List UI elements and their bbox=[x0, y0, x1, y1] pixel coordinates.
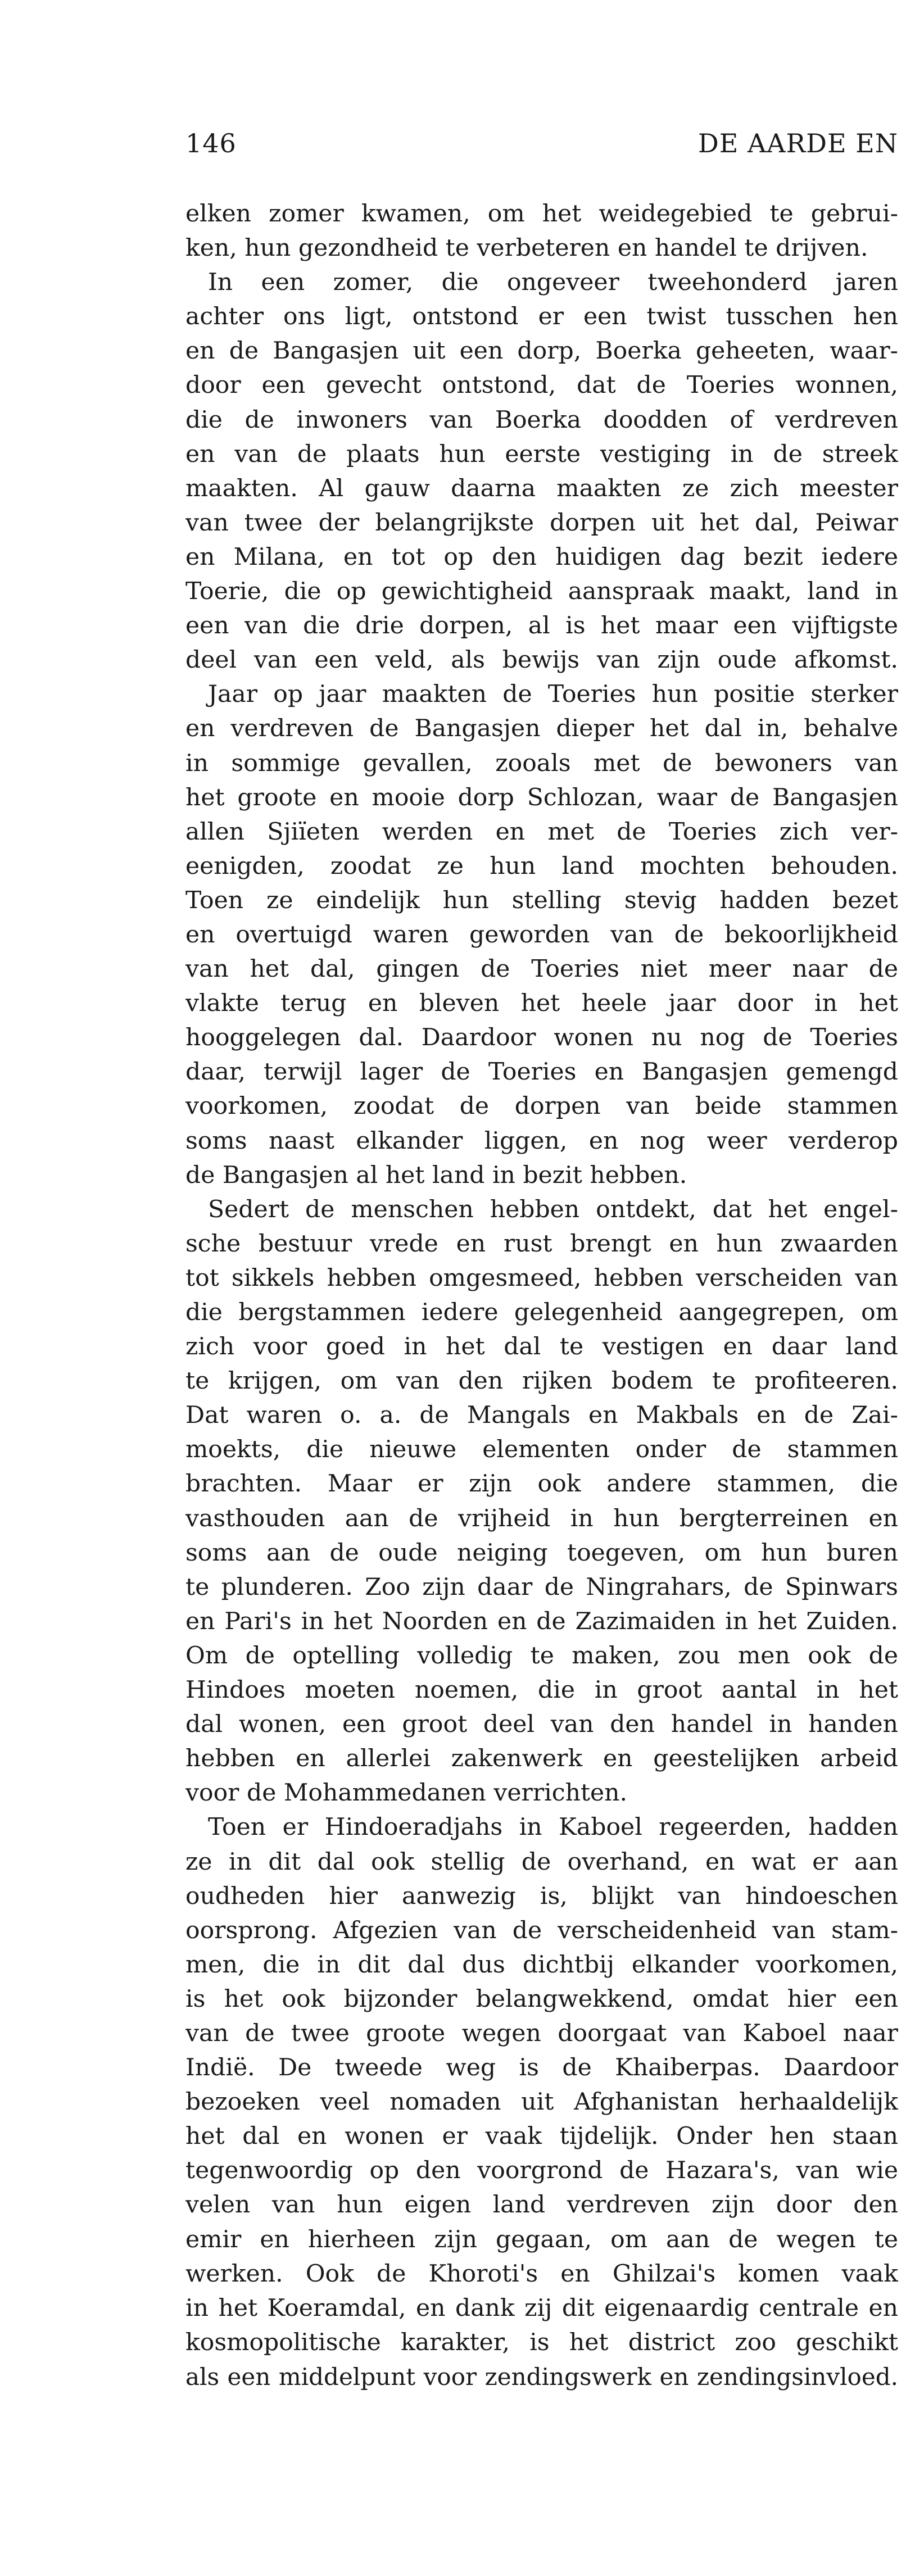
text-line: elken zomer kwamen, om het weidegebied te gebrui- bbox=[185, 200, 898, 228]
text-line: soms aan de oude neiging toegeven, om hun buren bbox=[185, 1539, 898, 1567]
text-line: Toen er Hindoeradjahs in Kaboel regeerden, hadden bbox=[208, 1813, 898, 1842]
text-line: in het Koeramdal, en dank zij dit eigenaardig centrale en bbox=[185, 2294, 898, 2322]
text-line: door een gevecht ontstond, dat de Toeries wonnen, bbox=[185, 371, 898, 400]
text-line: Dat waren o. a. de Mangals en Makbals en de Zai- bbox=[185, 1402, 898, 1430]
text-line: van het dal, gingen de Toeries niet meer naar de bbox=[185, 955, 898, 983]
page-header bbox=[185, 128, 898, 162]
text-line: sche bestuur vrede en rust brengt en hun zwaarden bbox=[185, 1230, 898, 1258]
text-line: moekts, die nieuwe elementen onder de stammen bbox=[185, 1436, 898, 1464]
text-line: deel van een veld, als bewijs van zijn oude afkomst. bbox=[185, 646, 898, 674]
text-line: hooggelegen dal. Daardoor wonen nu nog de Toeries bbox=[185, 1024, 898, 1052]
text-line: dal wonen, een groot deel van den handel in handen bbox=[185, 1711, 898, 1739]
text-line: Jaar op jaar maakten de Toeries hun positie sterker bbox=[208, 681, 898, 709]
text-line: velen van hun eigen land verdreven zijn door den bbox=[185, 2191, 898, 2219]
text-line: brachten. Maar er zijn ook andere stammen, die bbox=[185, 1470, 898, 1498]
text-line: de Bangasjen al het land in bezit hebben. bbox=[185, 1161, 687, 1189]
text-line: en overtuigd waren geworden van de bekoorlijkheid bbox=[185, 920, 898, 949]
text-line: Indië. De tweede weg is de Khaiberpas. Daardoor bbox=[185, 2054, 898, 2082]
text-line: eenigden, zoodat ze hun land mochten behouden. bbox=[185, 852, 898, 880]
text-line: werken. Ook de Khoroti's en Ghilzai's komen vaak bbox=[185, 2260, 898, 2288]
text-line: in sommige gevallen, zooals met de bewoners van bbox=[185, 749, 898, 777]
text-line: voor de Mohammedanen verrichten. bbox=[185, 1779, 628, 1807]
running-head: DE AARDE EN bbox=[697, 128, 898, 158]
text-line: emir en hierheen zijn gegaan, om aan de wegen te bbox=[185, 2225, 898, 2253]
text-line: van twee der belangrijkste dorpen uit het dal, Peiwar bbox=[185, 509, 898, 537]
text-line: ken, hun gezondheid te verbeteren en handel te drijven. bbox=[185, 234, 868, 262]
text-line: maakten. Al gauw daarna maakten ze zich meester bbox=[185, 474, 898, 502]
text-line: daar, terwijl lager de Toeries en Bangasjen gemengd bbox=[185, 1058, 898, 1086]
text-line: Sedert de menschen hebben ontdekt, dat het engel- bbox=[208, 1195, 898, 1223]
text-line: te plunderen. Zoo zijn daar de Ningrahars, de Spinwars bbox=[185, 1573, 898, 1601]
text-line: kosmopolitische karakter, is het district zoo geschikt bbox=[185, 2328, 898, 2356]
text-line: Om de optelling volledig te maken, zou men ook de bbox=[185, 1641, 898, 1670]
text-line: In een zomer, die ongeveer tweehonderd jaren bbox=[208, 269, 898, 297]
text-line: en verdreven de Bangasjen dieper het dal in, behalve bbox=[185, 715, 898, 743]
text-line: allen Sjiïeten werden en met de Toeries zich ver- bbox=[185, 818, 898, 846]
text-line: ze in dit dal ook stellig de overhand, en wat er aan bbox=[185, 1848, 898, 1876]
text-line: bezoeken veel nomaden uit Afghanistan herhaaldelijk bbox=[185, 2088, 898, 2116]
text-line: voorkomen, zoodat de dorpen van beide stammen bbox=[185, 1092, 898, 1121]
text-line: Hindoes moeten noemen, die in groot aantal in het bbox=[185, 1676, 898, 1704]
text-line: te krijgen, om van den rijken bodem te profiteeren. bbox=[185, 1367, 898, 1395]
text-line: het dal en wonen er vaak tijdelijk. Onder hen staan bbox=[185, 2123, 898, 2151]
text-line: Toen ze eindelijk hun stelling stevig hadden bezet bbox=[185, 886, 898, 914]
text-line: en de Bangasjen uit een dorp, Boerka geheeten, waar- bbox=[185, 337, 898, 365]
text-line: achter ons ligt, ontstond er een twist tusschen hen bbox=[185, 303, 898, 331]
text-line: oudheden hier aanwezig is, blijkt van hindoeschen bbox=[185, 1882, 898, 1910]
text-line: Toerie, die op gewichtigheid aanspraak maakt, land in bbox=[185, 578, 898, 606]
page-number: 146 bbox=[185, 128, 237, 158]
text-line: oorsprong. Afgezien van de verscheidenheid van stam- bbox=[185, 1916, 898, 1944]
text-line: vlakte terug en bleven het heele jaar door in het bbox=[185, 990, 898, 1018]
body-text bbox=[185, 197, 898, 2394]
text-line: een van die drie dorpen, al is het maar een vijftigste bbox=[185, 612, 898, 640]
text-line: is het ook bijzonder belangwekkend, omdat hier een bbox=[185, 1985, 898, 2013]
text-line: en van de plaats hun eerste vestiging in de streek bbox=[185, 440, 898, 468]
text-line: vasthouden aan de vrijheid in hun bergterreinen en bbox=[185, 1504, 898, 1532]
text-line: en Milana, en tot op den huidigen dag bezit iedere bbox=[185, 543, 898, 571]
text-line: en Pari's in het Noorden en de Zazimaiden in het Zuiden. bbox=[185, 1607, 898, 1635]
text-line: hebben en allerlei zakenwerk en geestelijken arbeid bbox=[185, 1745, 898, 1773]
text-line: soms naast elkander liggen, en nog weer verderop bbox=[185, 1127, 898, 1155]
text-line: men, die in dit dal dus dichtbij elkander voorkomen, bbox=[185, 1951, 898, 1979]
text-line: die bergstammen iedere gelegenheid aangegrepen, om bbox=[185, 1299, 898, 1326]
text-line: tot sikkels hebben omgesmeed, hebben verscheiden van bbox=[185, 1264, 898, 1292]
text-line: het groote en mooie dorp Schlozan, waar de Bangasjen bbox=[185, 783, 898, 811]
text-line: tegenwoordig op den voorgrond de Hazara's, van wie bbox=[185, 2157, 898, 2185]
text-line: die de inwoners van Boerka doodden of verdreven bbox=[185, 406, 898, 434]
text-line: zich voor goed in het dal te vestigen en daar land bbox=[185, 1333, 898, 1361]
text-line: als een middelpunt voor zendingswerk en zendingsinvloed. bbox=[185, 2362, 898, 2391]
text-line: van de twee groote wegen doorgaat van Kaboel naar bbox=[185, 2019, 898, 2047]
